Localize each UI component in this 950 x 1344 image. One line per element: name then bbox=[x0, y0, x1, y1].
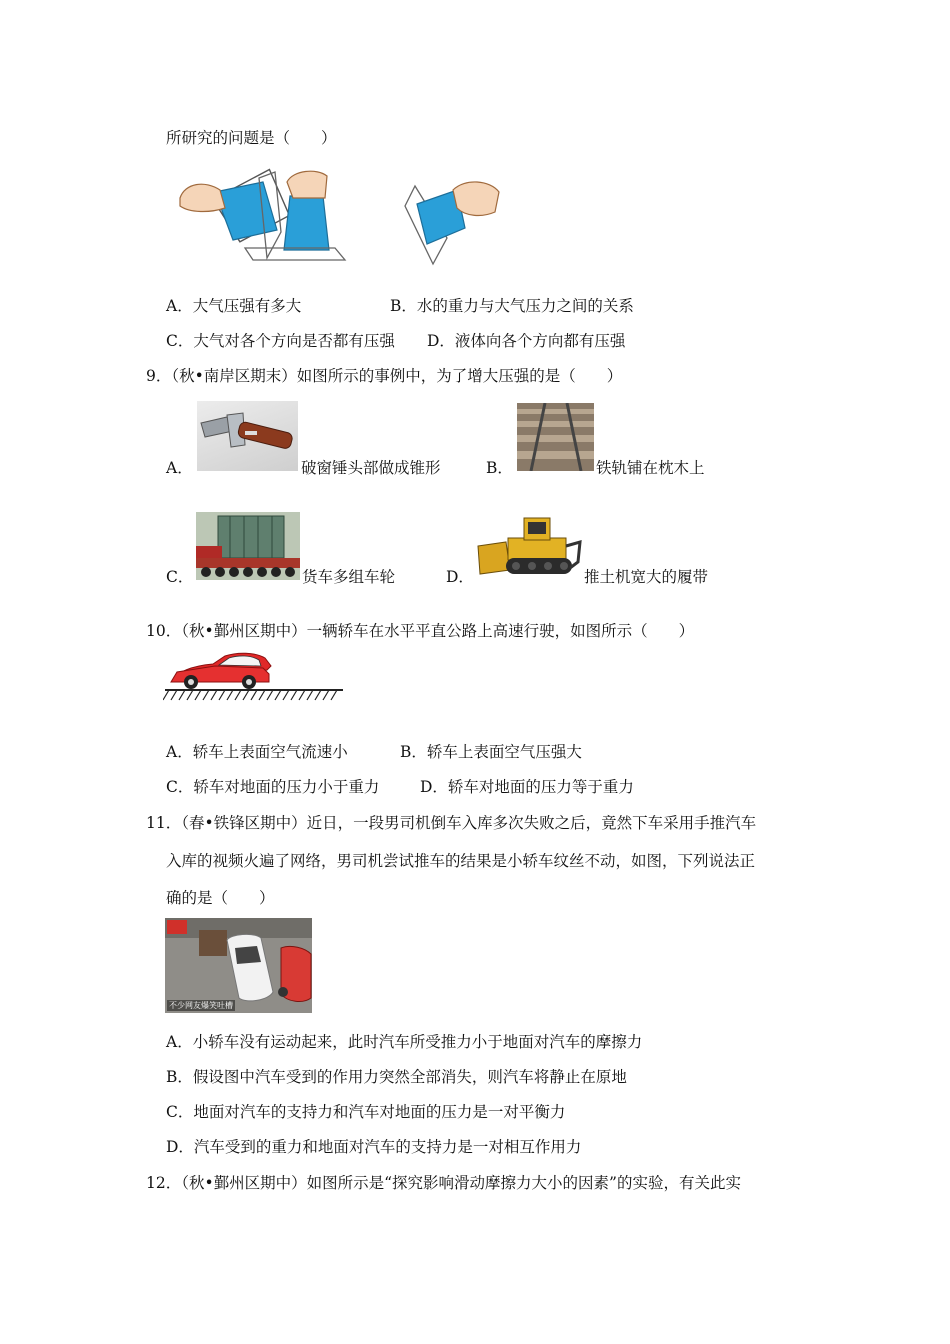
q11-stem-line-2: 入库的视频火遍了网络，男司机尝试推车的结果是小轿车纹丝不动，如图，下列说法正 bbox=[166, 852, 756, 870]
q9-option-d-caption: 推土机宽大的履带 bbox=[584, 568, 709, 586]
q12-stem: 12．（秋•鄞州区期中）如图所示是“探究影响滑动摩擦力大小的因素”的实验，有关此实 bbox=[146, 1174, 741, 1192]
q9-bulldozer-photo bbox=[476, 512, 582, 582]
q8-cup-figure-right bbox=[395, 178, 505, 266]
q9-option-b-letter: B． bbox=[486, 459, 513, 477]
q10-car-on-road-figure bbox=[163, 652, 345, 704]
q9-option-c-letter: C． bbox=[166, 568, 194, 586]
q11-option-a: A．小轿车没有运动起来，此时汽车所受推力小于地面对汽车的摩擦力 bbox=[166, 1033, 643, 1051]
q11-option-b: B．假设图中汽车受到的作用力突然全部消失，则汽车将静止在原地 bbox=[166, 1068, 627, 1086]
q9-truck-photo bbox=[196, 512, 300, 580]
q11-photo-caption: 不少网友爆笑吐槽 bbox=[169, 1001, 233, 1010]
q9-option-d-letter: D． bbox=[446, 568, 474, 586]
q11-stem-line-3: 确的是（ ） bbox=[166, 889, 275, 907]
q10-option-b: B．轿车上表面空气压强大 bbox=[400, 743, 582, 761]
q9-railway-photo bbox=[517, 403, 594, 471]
q11-option-d: D．汽车受到的重力和地面对汽车的支持力是一对相互作用力 bbox=[166, 1138, 582, 1156]
q9-hammer-photo bbox=[197, 401, 298, 471]
q9-stem: 9．（秋•南岸区期末）如图所示的事例中，为了增大压强的是（ ） bbox=[146, 367, 623, 385]
q8-option-d: D．液体向各个方向都有压强 bbox=[427, 332, 626, 350]
q8-cup-figure bbox=[175, 168, 385, 264]
q10-option-a: A．轿车上表面空气流速小 bbox=[166, 743, 348, 761]
q8-option-a: A．大气压强有多大 bbox=[166, 297, 302, 315]
q11-option-c: C．地面对汽车的支持力和汽车对地面的压力是一对平衡力 bbox=[166, 1103, 566, 1121]
q10-option-c: C．轿车对地面的压力小于重力 bbox=[166, 778, 380, 796]
q9-option-a-letter: A． bbox=[166, 459, 193, 477]
q9-option-a-caption: 破窗锤头部做成锥形 bbox=[301, 459, 441, 477]
q8-stem-tail: 所研究的问题是（ ） bbox=[166, 129, 337, 147]
q8-option-b: B．水的重力与大气压力之间的关系 bbox=[390, 297, 634, 315]
q10-option-d: D．轿车对地面的压力等于重力 bbox=[420, 778, 634, 796]
q9-option-b-caption: 铁轨铺在枕木上 bbox=[596, 459, 705, 477]
q9-option-c-caption: 货车多组车轮 bbox=[302, 568, 396, 586]
q11-pushing-car-photo bbox=[165, 918, 312, 1013]
q8-option-c: C．大气对各个方向是否都有压强 bbox=[166, 332, 395, 350]
q10-stem: 10．（秋•鄞州区期中）一辆轿车在水平平直公路上高速行驶，如图所示（ ） bbox=[146, 622, 695, 640]
q11-stem-line-1: 11．（春•铁锋区期中）近日，一段男司机倒车入库多次失败之后，竟然下车采用手推汽车 bbox=[146, 814, 757, 832]
